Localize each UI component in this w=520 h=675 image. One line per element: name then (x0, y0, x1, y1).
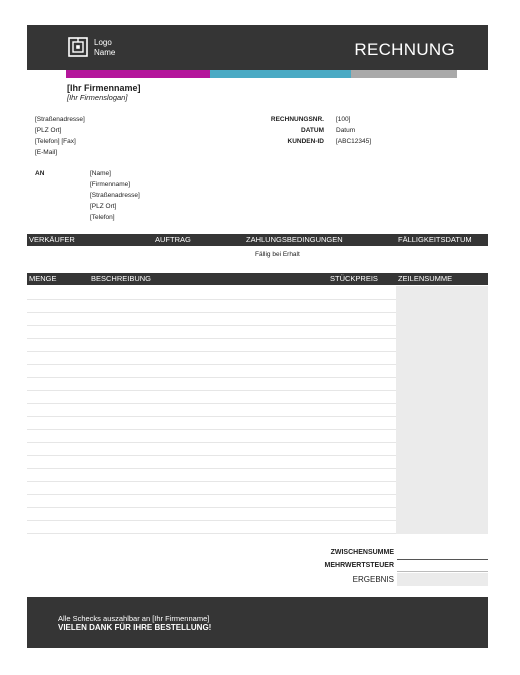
table-row-divider (27, 403, 396, 404)
recipient-name[interactable]: [Name] (90, 170, 111, 177)
recipient-street[interactable]: [Straßenadresse] (90, 192, 140, 199)
col-order: AUFTRAG (155, 235, 191, 244)
checks-payable-text: Alle Schecks auszahlbar an [Ihr Firmenname] (58, 614, 210, 623)
info-table-header (27, 234, 488, 246)
tax-line (397, 571, 488, 572)
table-row-divider (27, 494, 396, 495)
logo-text (94, 38, 115, 58)
table-row-divider (27, 481, 396, 482)
items-table-header (27, 273, 488, 285)
col-seller: VERKÄUFER (29, 235, 75, 244)
recipient-phone[interactable]: [Telefon] (90, 214, 115, 221)
subtotal-line (397, 559, 488, 560)
table-row-divider (27, 468, 396, 469)
table-row-divider (27, 520, 396, 521)
meta-labels (250, 114, 324, 147)
table-row-divider (27, 312, 396, 313)
accent-stripe-blue (210, 70, 351, 78)
line-total-column (396, 286, 488, 534)
invoice-number-label: RECHNUNGSNR. (270, 116, 324, 123)
customer-id-label: KUNDEN-ID (287, 138, 324, 145)
subtotal-label: ZWISCHENSUMME (330, 549, 394, 556)
meta-values (336, 114, 371, 147)
total-value-box[interactable] (397, 573, 488, 586)
logo-line2: Name (94, 48, 116, 57)
table-row-divider (27, 325, 396, 326)
table-row-divider (27, 338, 396, 339)
sender-address (35, 114, 85, 158)
table-row-divider (27, 455, 396, 456)
sender-city: [PLZ Ort] (35, 127, 62, 134)
thank-you-text: VIELEN DANK FÜR IHRE BESTELLUNG! (58, 623, 212, 632)
logo-line1: Logo (94, 38, 112, 47)
sender-phone-fax: [Telefon] [Fax] (35, 138, 76, 145)
company-slogan: [Ihr Firmenslogan] (67, 93, 128, 102)
col-terms: ZAHLUNGSBEDINGUNGEN (246, 235, 343, 244)
table-row-divider (27, 377, 396, 378)
table-row-divider (27, 351, 396, 352)
sender-street: [Straßenadresse] (35, 116, 85, 123)
col-line-total: ZEILENSUMME (398, 274, 453, 283)
table-row-divider (27, 507, 396, 508)
col-description: BESCHREIBUNG (91, 274, 152, 283)
table-row-divider (27, 299, 396, 300)
date-value[interactable]: Datum (336, 127, 356, 134)
tax-label: MEHRWERTSTEUER (324, 562, 394, 569)
table-row-divider (27, 442, 396, 443)
invoice-title: RECHNUNG (354, 40, 455, 59)
col-due-date: FÄLLIGKEITSDATUM (398, 235, 472, 244)
recipient-address (90, 168, 140, 223)
sender-email: [E-Mail] (35, 149, 58, 156)
col-unit-price: STÜCKPREIS (330, 274, 378, 283)
table-row-divider (27, 533, 396, 534)
table-row-divider (27, 429, 396, 430)
date-label: DATUM (301, 127, 324, 134)
logo-icon (68, 37, 88, 57)
items-table-body[interactable] (27, 286, 488, 534)
col-quantity: MENGE (29, 274, 57, 283)
recipient-company[interactable]: [Firmenname] (90, 181, 131, 188)
recipient-label: AN (35, 170, 45, 177)
terms-value[interactable]: Fällig bei Erhalt (255, 251, 300, 258)
accent-stripe-gray (351, 70, 457, 78)
total-label: ERGEBNIS (352, 575, 394, 584)
customer-id-value[interactable]: [ABC12345] (336, 138, 372, 145)
recipient-city[interactable]: [PLZ Ort] (90, 203, 117, 210)
table-row-divider (27, 416, 396, 417)
table-row-divider (27, 390, 396, 391)
invoice-number-value[interactable]: [100] (336, 116, 351, 123)
accent-stripe-magenta (66, 70, 210, 78)
table-row-divider (27, 364, 396, 365)
company-name: [Ihr Firmenname] (67, 83, 141, 93)
